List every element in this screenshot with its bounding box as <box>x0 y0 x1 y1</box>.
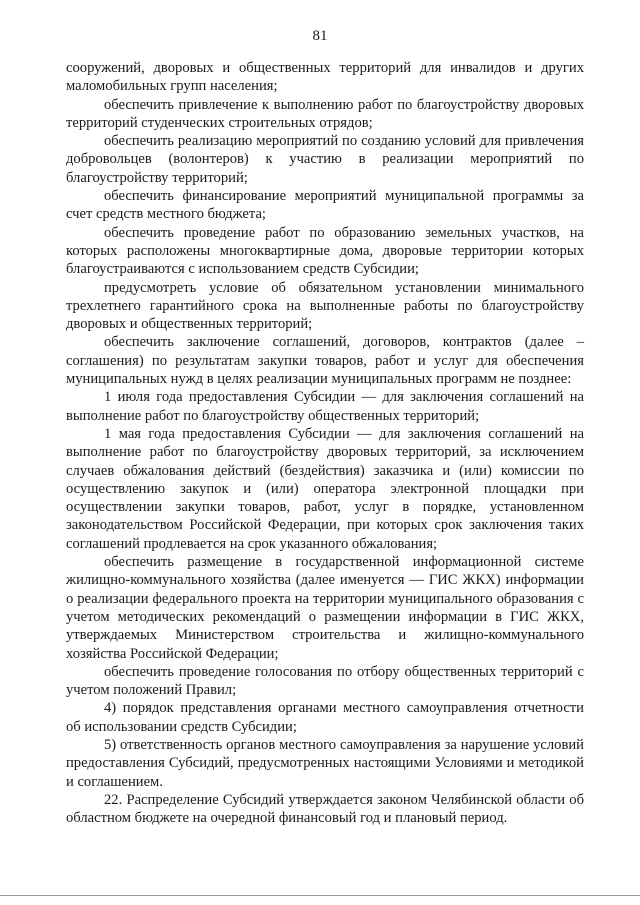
paragraph: обеспечить проведение голосования по отбору общественных территорий с учетом положений Правил; <box>66 663 584 699</box>
paragraph: обеспечить финансирование мероприятий муниципальной программы за счет средств местного бюджета; <box>66 188 584 223</box>
page-bottom-edge <box>0 895 640 896</box>
body-text <box>66 59 584 827</box>
paragraph: 1 мая года предоставления Субсидии — для заключения соглашений на выполнение работ по благоустройству дворовых территорий, за исключением случаев обжалования действий (бездействия) заказчика и (или) комиссии по осуществлению закупок и (или) оператора электронной площадки при осуществлении закупки товаров, работ, услуг в порядке, установленном законодательством Российской Федерации, при которых срок заключения таких соглашений продлевается на срок указанного обжалования; <box>66 425 584 552</box>
paragraph: предусмотреть условие об обязательном установлении минимального трехлетнего гарантийного срока на выполненные работы по благоустройству дворовых и общественных территорий; <box>66 279 584 333</box>
paragraph: 22. Распределение Субсидий утверждается законом Челябинской области об областном бюджете на очередной финансовый год и плановый период. <box>66 791 584 827</box>
paragraph: обеспечить размещение в государственной информационной системе жилищно-коммунального хозяйства (далее именуется — ГИС ЖКХ) информации о реализации федерального проекта на территории муниципального образования с учетом методических рекомендаций о размещении информации в ГИС ЖКХ, утверждаемых Министерством строительства и жилищно-коммунального хозяйства Российской Федерации; <box>66 554 584 662</box>
paragraph: 5) ответственность органов местного самоуправления за нарушение условий предоставления Субсидий, предусмотренных настоящими Условиями и методикой и соглашением. <box>66 736 584 790</box>
paragraph: обеспечить привлечение к выполнению работ по благоустройству дворовых территорий студенческих строительных отрядов; <box>66 96 584 131</box>
paragraph: обеспечить проведение работ по образованию земельных участков, на которых расположены многоквартирные дома, дворовые территории которых благоустраиваются с использованием средств Субсидии; <box>66 224 584 278</box>
paragraph: обеспечить реализацию мероприятий по созданию условий для привлечения добровольцев (волонтеров) к участию в реализации мероприятий по благоустройству территорий; <box>66 133 584 186</box>
paragraph: 4) порядок представления органами местного самоуправления отчетности об использовании средств Субсидии; <box>66 700 584 735</box>
paragraph-continuation: сооружений, дворовых и общественных территорий для инвалидов и других маломобильных групп населения; <box>66 60 584 95</box>
paragraph: 1 июля года предоставления Субсидии — для заключения соглашений на выполнение работ по благоустройству общественных территорий; <box>66 389 584 424</box>
page-number: 81 <box>312 28 328 44</box>
paragraph: обеспечить заключение соглашений, договоров, контрактов (далее – соглашения) по результатам закупки товаров, работ и услуг для обеспечения муниципальных нужд в целях реализации муниципальных программ не позднее: <box>66 334 584 388</box>
